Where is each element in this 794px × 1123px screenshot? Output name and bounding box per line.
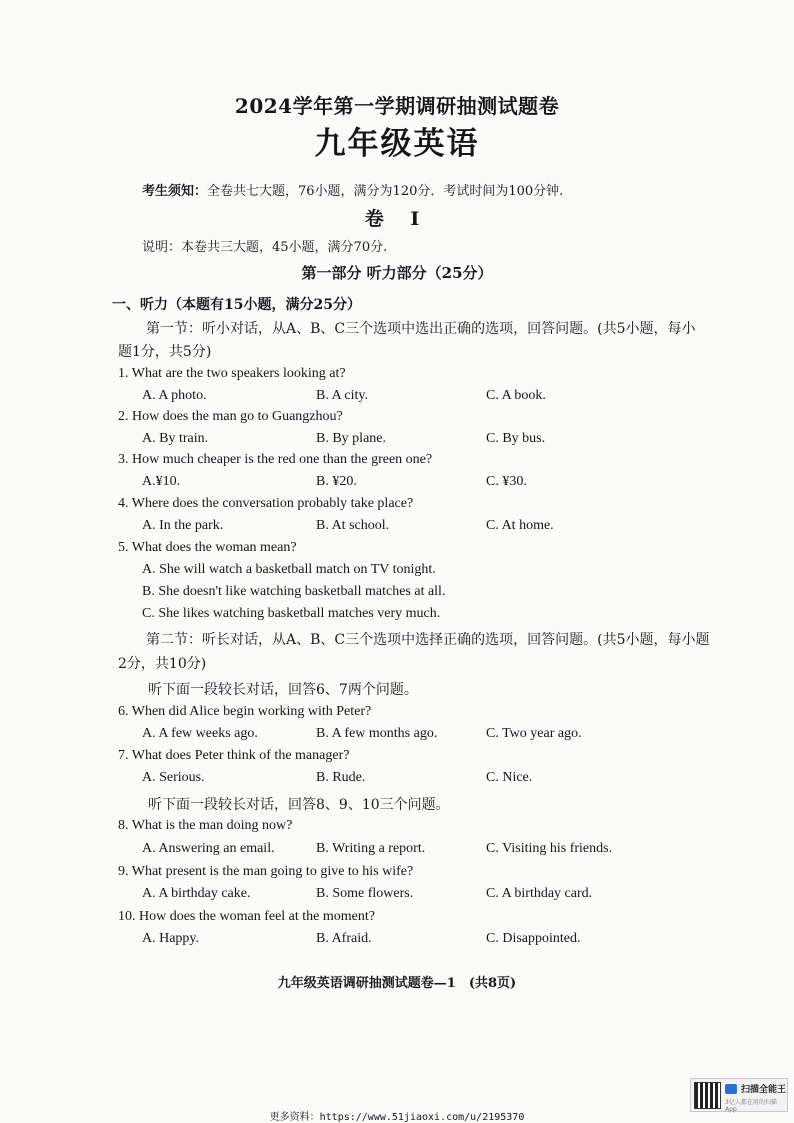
question-6: 6. When did Alice begin working with Peter? [118,704,372,719]
q9-option-a: A. A birthday cake. [142,886,251,901]
q10-option-c: C. Disappointed. [486,931,581,946]
q7-option-c: C. Nice. [486,770,533,785]
q6-option-b: B. A few months ago. [316,726,438,741]
sub2-instruction-cont: 2分，共10分) [118,656,207,672]
q10-option-b: B. Afraid. [316,931,372,946]
q8-option-c: C. Visiting his friends. [486,841,613,856]
notice-text: 全卷共七大题，76小题，满分为120分．考试时间为100分钟. [207,184,564,199]
q2-option-b: B. By plane. [316,431,386,446]
part-heading: 第一部分 听力部分（25分） [301,264,493,282]
dialogue-intro-6-7: 听下面一段较长对话，回答6、7两个问题。 [148,682,418,698]
q4-option-c: C. At home. [486,518,554,533]
subject-title: 九年级英语 [314,126,480,162]
volume-explain: 说明：本卷共三大题，45小题，满分70分. [142,240,388,255]
question-9: 9. What present is the man going to give to his wife? [118,864,414,879]
qr-code-icon [694,1082,721,1109]
volume-heading: 卷 I [364,208,430,230]
q10-option-a: A. Happy. [142,931,200,946]
q7-option-a: A. Serious. [142,770,205,785]
page-footer: 九年级英语调研抽测试题卷—1 (共8页) [277,976,517,991]
question-10: 10. How does the woman feel at the moment? [118,909,375,924]
question-7: 7. What does Peter think of the manager? [118,748,350,763]
scanner-badge-name: 扫描全能王 [741,1085,787,1095]
q2-option-a: A. By train. [142,431,209,446]
q3-option-c: C. ¥30. [486,474,527,489]
q8-option-a: A. Answering an email. [142,841,275,856]
q4-option-a: A. In the park. [142,518,224,533]
q6-option-c: C. Two year ago. [486,726,582,741]
question-5: 5. What does the woman mean? [118,540,297,555]
more-resources-link[interactable]: 更多资料：https://www.51jiaoxi.com/u/2195370 [269,1112,525,1123]
sub1-instruction: 第一节：听小对话，从A、B、C三个选项中选出正确的选项，回答问题。(共5小题，每小 [146,321,696,337]
q5-option-b: B. She doesn't like watching basketball matches at all. [142,584,446,599]
q9-option-c: C. A birthday card. [486,886,593,901]
question-4: 4. Where does the conversation probably take place? [118,496,414,511]
scanner-logo-icon [725,1084,737,1094]
q4-option-b: B. At school. [316,518,390,533]
section-heading: 一、听力（本题有15小题，满分25分） [112,297,361,313]
sub2-instruction: 第二节：听长对话，从A、B、C三个选项中选择正确的选项，回答问题。(共5小题，每小题 [146,632,710,648]
q1-option-c: C. A book. [486,388,546,403]
question-8: 8. What is the man doing now? [118,818,293,833]
q5-option-a: A. She will watch a basketball match on TV tonight. [142,562,436,577]
question-2: 2. How does the man go to Guangzhou? [118,409,343,424]
scanner-badge-sub: 3亿人都在用的扫描App [725,1099,777,1113]
q8-option-b: B. Writing a report. [316,841,426,856]
q6-option-a: A. A few weeks ago. [142,726,258,741]
exam-notice [142,180,563,199]
q2-option-c: C. By bus. [486,431,546,446]
scanner-badge [690,1078,788,1112]
q5-option-c: C. She likes watching basketball matches very much. [142,606,441,621]
q9-option-b: B. Some flowers. [316,886,414,901]
q7-option-b: B. Rude. [316,770,366,785]
exam-title: 2024学年第一学期调研抽测试题卷 [234,94,560,118]
sub1-instruction-cont: 题1分，共5分) [118,344,212,360]
question-3: 3. How much cheaper is the red one than the green one? [118,452,433,467]
q3-option-a: A.¥10. [142,474,181,489]
dialogue-intro-8-10: 听下面一段较长对话，回答8、9、10三个问题。 [148,797,450,813]
q1-option-a: A. A photo. [142,388,207,403]
q1-option-b: B. A city. [316,388,368,403]
question-1: 1. What are the two speakers looking at? [118,366,346,381]
q3-option-b: B. ¥20. [316,474,357,489]
notice-label: 考生须知： [142,184,208,199]
